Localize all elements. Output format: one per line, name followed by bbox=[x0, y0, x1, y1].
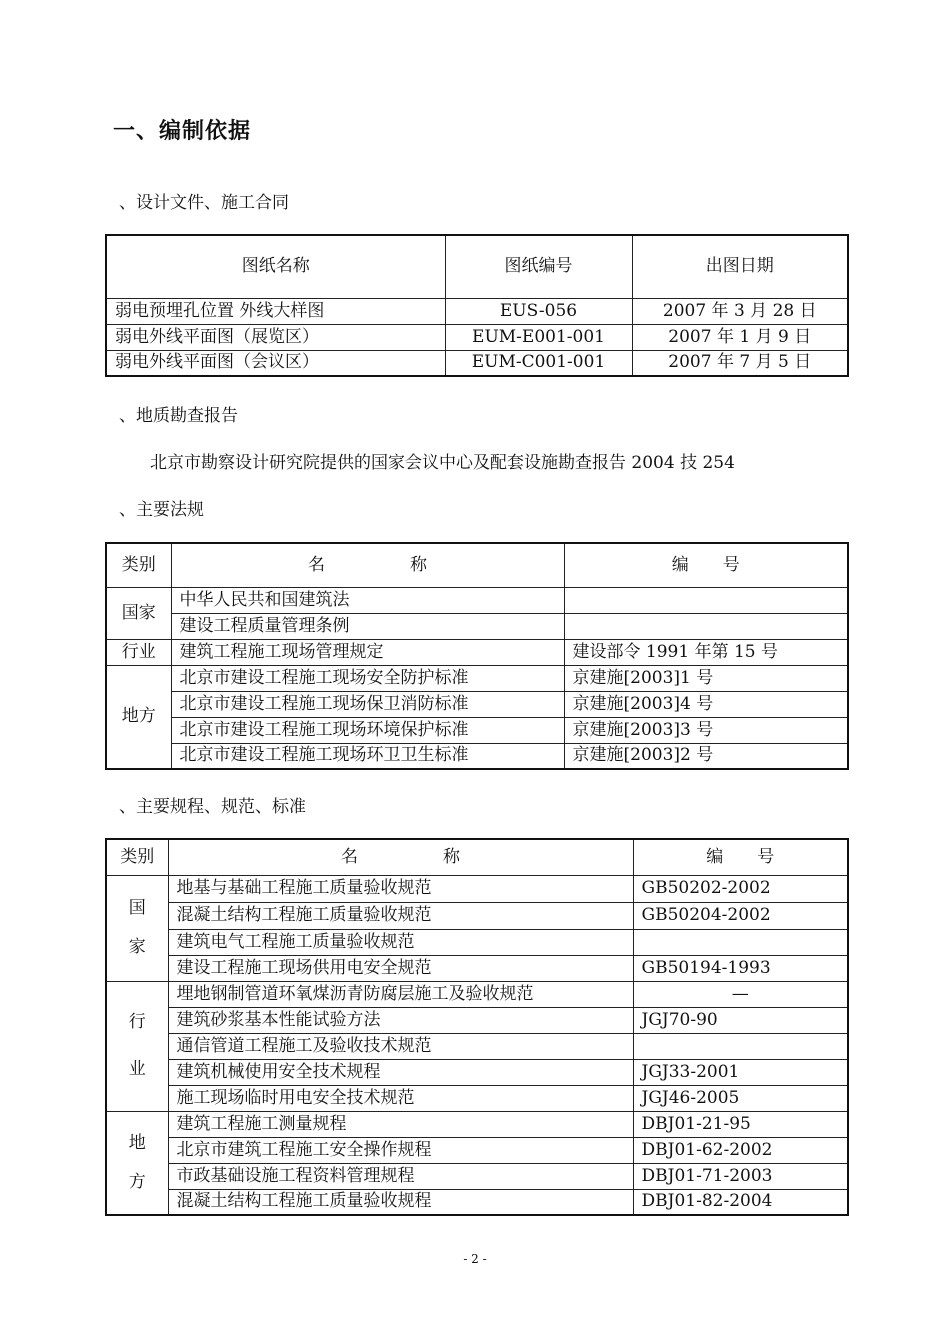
standard-number: DBJ01-82-2004 bbox=[633, 1189, 848, 1215]
regulation-number: 京建施[2003]1 号 bbox=[564, 665, 848, 691]
standard-number: JGJ33-2001 bbox=[633, 1059, 848, 1085]
drawing-number: EUM-E001-001 bbox=[445, 324, 632, 350]
section-title-standards: 、主要规程、规范、标准 bbox=[119, 797, 306, 817]
table-row bbox=[106, 691, 848, 717]
standard-number: JGJ70-90 bbox=[633, 1007, 848, 1033]
header-number: 编 号 bbox=[633, 839, 848, 875]
standard-name: 混凝土结构工程施工质量验收规范 bbox=[168, 902, 633, 929]
header-number: 编 号 bbox=[564, 543, 848, 587]
category-cell bbox=[106, 1111, 168, 1215]
table-row bbox=[106, 298, 848, 324]
standard-number: GB50204-2002 bbox=[633, 902, 848, 929]
regulation-number: 京建施[2003]2 号 bbox=[564, 743, 848, 769]
category-cell bbox=[106, 875, 168, 981]
table-row bbox=[106, 981, 848, 1007]
drawing-name: 弱电预埋孔位置 外线大样图 bbox=[106, 298, 445, 324]
category-char: 地 bbox=[128, 1132, 146, 1153]
table-row bbox=[106, 875, 848, 902]
category-char: 业 bbox=[128, 1059, 146, 1079]
standard-name: 埋地钢制管道环氧煤沥青防腐层施工及验收规范 bbox=[168, 981, 633, 1007]
standard-name: 建筑工程施工测量规程 bbox=[168, 1111, 633, 1137]
drawing-number: EUM-C001-001 bbox=[445, 350, 632, 376]
regulations-table bbox=[105, 542, 849, 770]
header-category: 类别 bbox=[106, 543, 171, 587]
header-name: 名 称 bbox=[168, 839, 633, 875]
category-cell: 国家 bbox=[106, 587, 171, 639]
regulation-name: 建筑工程施工现场管理规定 bbox=[171, 639, 564, 665]
regulation-name: 建设工程质量管理条例 bbox=[171, 613, 564, 639]
table-row bbox=[106, 743, 848, 769]
standard-name: 北京市建筑工程施工安全操作规程 bbox=[168, 1137, 633, 1163]
standard-name: 混凝土结构工程施工质量验收规程 bbox=[168, 1189, 633, 1215]
table-row bbox=[106, 717, 848, 743]
standard-name: 建筑电气工程施工质量验收规范 bbox=[168, 929, 633, 955]
regulation-name: 北京市建设工程施工现场环境保护标准 bbox=[171, 717, 564, 743]
header-issue-date: 出图日期 bbox=[632, 235, 848, 298]
regulation-number bbox=[564, 613, 848, 639]
table-row bbox=[106, 665, 848, 691]
standard-number: DBJ01-62-2002 bbox=[633, 1137, 848, 1163]
header-drawing-name: 图纸名称 bbox=[106, 235, 445, 298]
regulation-number: 京建施[2003]3 号 bbox=[564, 717, 848, 743]
issue-date: 2007 年 3 月 28 日 bbox=[632, 298, 848, 324]
table-row bbox=[106, 1163, 848, 1189]
page-number: - 2 - bbox=[463, 1252, 487, 1266]
category-char: 方 bbox=[128, 1171, 146, 1192]
table-row bbox=[106, 955, 848, 981]
section-title-regulations: 、主要法规 bbox=[119, 500, 204, 520]
standard-number: GB50202-2002 bbox=[633, 875, 848, 902]
standard-number: GB50194-1993 bbox=[633, 955, 848, 981]
table-row bbox=[106, 587, 848, 613]
header-drawing-number: 图纸编号 bbox=[445, 235, 632, 298]
category-cell bbox=[106, 981, 168, 1111]
table-header-row bbox=[106, 839, 848, 875]
table-row bbox=[106, 1007, 848, 1033]
geology-report-text: 北京市勘察设计研究院提供的国家会议中心及配套设施勘查报告 2004 技 254 bbox=[150, 453, 735, 473]
table-row bbox=[106, 929, 848, 955]
table-row bbox=[106, 639, 848, 665]
regulation-name: 北京市建设工程施工现场安全防护标准 bbox=[171, 665, 564, 691]
header-category: 类别 bbox=[106, 839, 168, 875]
issue-date: 2007 年 7 月 5 日 bbox=[632, 350, 848, 376]
table-row bbox=[106, 1137, 848, 1163]
standard-name: 建筑机械使用安全技术规程 bbox=[168, 1059, 633, 1085]
regulation-name: 北京市建设工程施工现场保卫消防标准 bbox=[171, 691, 564, 717]
standard-number: DBJ01-71-2003 bbox=[633, 1163, 848, 1189]
category-cell: 地方 bbox=[106, 665, 171, 769]
category-char: 国 bbox=[128, 898, 146, 918]
standard-number bbox=[633, 929, 848, 955]
regulation-number bbox=[564, 587, 848, 613]
regulation-number: 建设部令 1991 年第 15 号 bbox=[564, 639, 848, 665]
table-header-row bbox=[106, 235, 848, 298]
header-name: 名 称 bbox=[171, 543, 564, 587]
standards-table bbox=[105, 838, 849, 1216]
drawings-table bbox=[105, 234, 849, 377]
standard-name: 地基与基础工程施工质量验收规范 bbox=[168, 875, 633, 902]
table-row bbox=[106, 350, 848, 376]
category-char: 家 bbox=[128, 937, 146, 957]
standard-name: 施工现场临时用电安全技术规范 bbox=[168, 1085, 633, 1111]
table-row bbox=[106, 613, 848, 639]
issue-date: 2007 年 1 月 9 日 bbox=[632, 324, 848, 350]
standard-name: 通信管道工程施工及验收技术规范 bbox=[168, 1033, 633, 1059]
drawing-name: 弱电外线平面图（展览区） bbox=[106, 324, 445, 350]
drawing-name: 弱电外线平面图（会议区） bbox=[106, 350, 445, 376]
table-header-row bbox=[106, 543, 848, 587]
table-row bbox=[106, 1033, 848, 1059]
table-row bbox=[106, 1189, 848, 1215]
section-title-geology: 、地质勘查报告 bbox=[119, 406, 238, 426]
category-char: 行 bbox=[128, 1012, 146, 1032]
table-row bbox=[106, 1111, 848, 1137]
standard-number bbox=[633, 1033, 848, 1059]
page-heading: 一、编制依据 bbox=[113, 119, 252, 144]
regulation-number: 京建施[2003]4 号 bbox=[564, 691, 848, 717]
table-row bbox=[106, 1059, 848, 1085]
standard-number: — bbox=[633, 981, 848, 1007]
standard-number: DBJ01-21-95 bbox=[633, 1111, 848, 1137]
table-row bbox=[106, 902, 848, 929]
table-row bbox=[106, 1085, 848, 1111]
category-cell: 行业 bbox=[106, 639, 171, 665]
standard-name: 建筑砂浆基本性能试验方法 bbox=[168, 1007, 633, 1033]
standard-number: JGJ46-2005 bbox=[633, 1085, 848, 1111]
regulation-name: 北京市建设工程施工现场环卫卫生标准 bbox=[171, 743, 564, 769]
standard-name: 建设工程施工现场供用电安全规范 bbox=[168, 955, 633, 981]
table-row bbox=[106, 324, 848, 350]
regulation-name: 中华人民共和国建筑法 bbox=[171, 587, 564, 613]
standard-name: 市政基础设施工程资料管理规程 bbox=[168, 1163, 633, 1189]
drawing-number: EUS-056 bbox=[445, 298, 632, 324]
section-title-design-docs: 、设计文件、施工合同 bbox=[119, 193, 289, 213]
